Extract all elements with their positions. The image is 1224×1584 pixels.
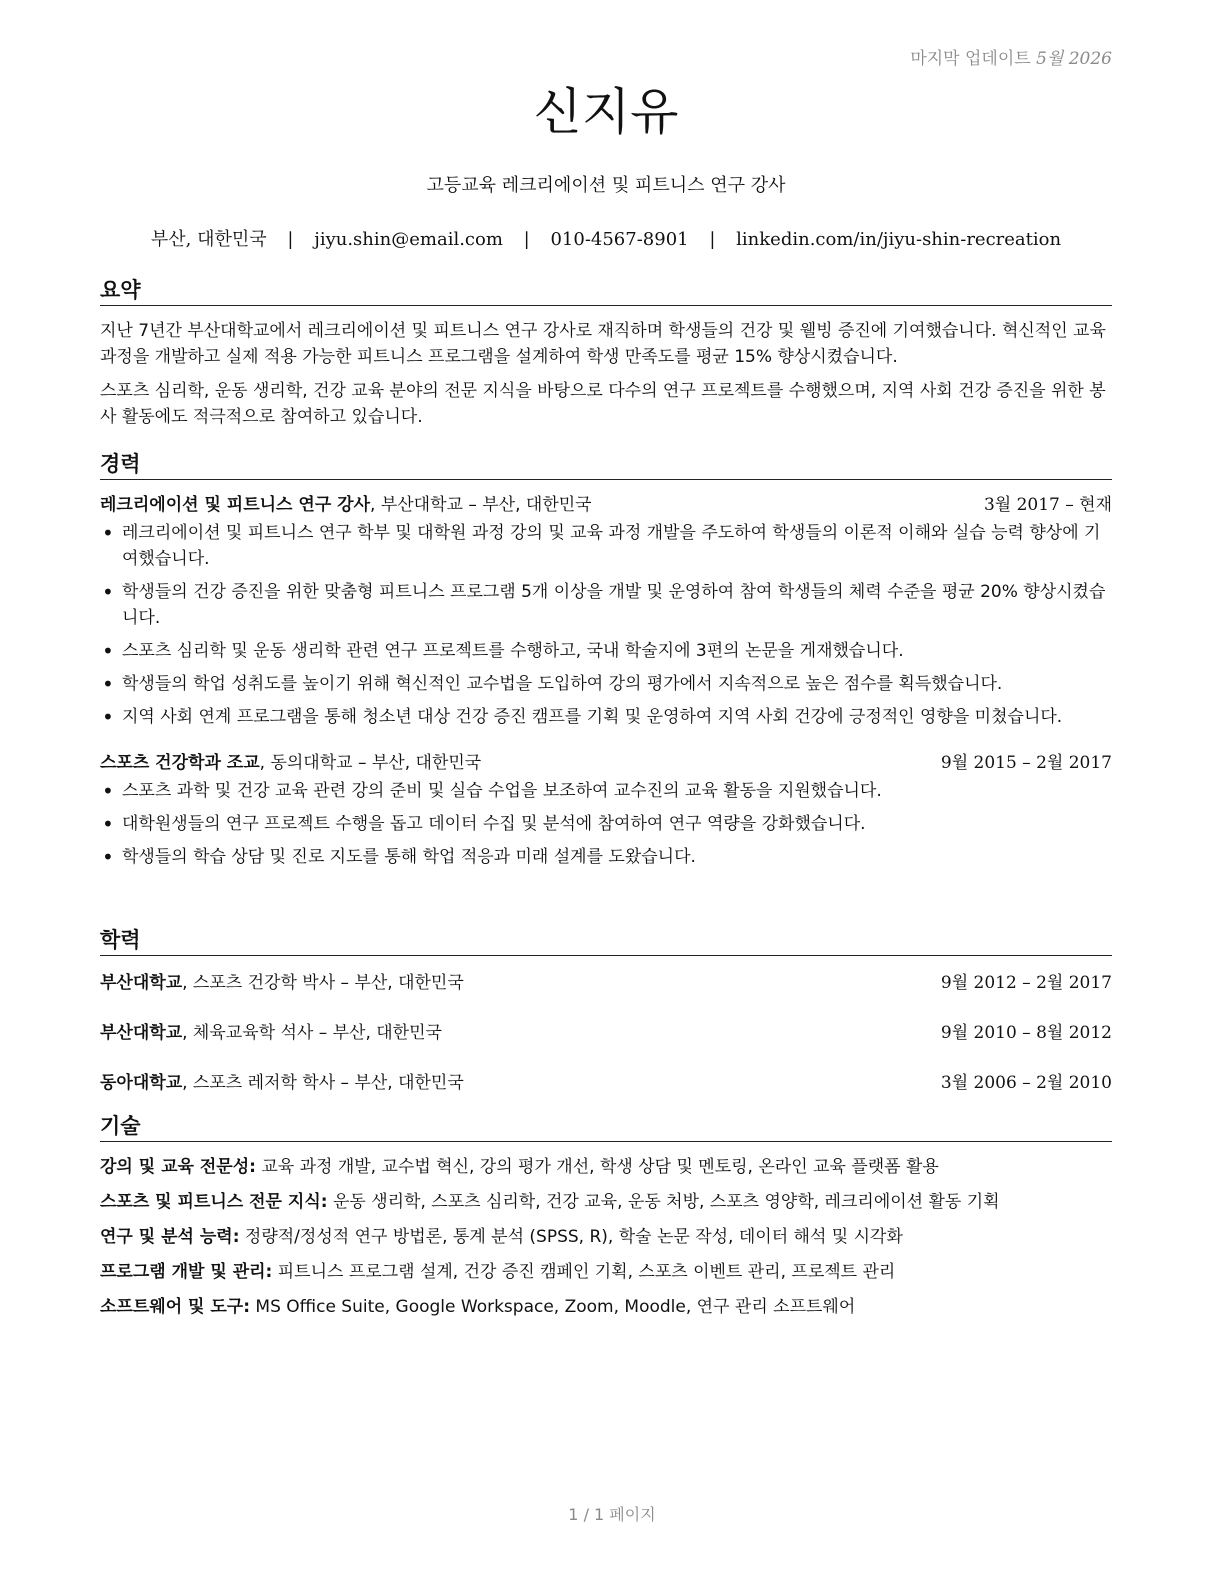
skill-line (100, 1154, 1112, 1180)
contact-phone: 010-4567-8901 (550, 229, 689, 250)
summary-section (100, 278, 1112, 430)
section-title: 요약 (100, 278, 1112, 306)
summary-paragraph: 지난 7년간 부산대학교에서 레크리에이션 및 피트니스 연구 강사로 재직하며 학생들의 건강 및 웰빙 증진에 기여했습니다. 혁신적인 교육 과정을 개발하고 실제 적용 가능한 피트니스 프로그램을 설계하여 학생 만족도를 평균 15% 향상시켰습니다. (100, 321, 1106, 368)
section-title: 기술 (100, 1114, 1112, 1142)
skill-value: 정량적/정성적 연구 방법론, 통계 분석 (SPSS, R), 학술 논문 작성, 데이터 해석 및 시각화 (239, 1227, 903, 1248)
skill-line (100, 1294, 1112, 1320)
skill-label: 연구 및 분석 능력: (100, 1227, 240, 1248)
education-section (100, 928, 1112, 1096)
skills-section (100, 1114, 1112, 1329)
last-updated-date: 5월 2026 (1036, 49, 1112, 69)
job-role: 레크리에이션 및 피트니스 연구 강사 (100, 495, 371, 516)
page-footer: 1 / 1 페이지 (568, 1505, 656, 1524)
job-org: , 동의대학교 – 부산, 대한민국 (259, 753, 482, 774)
summary-paragraph: 스포츠 심리학, 운동 생리학, 건강 교육 분야의 전문 지식을 바탕으로 다수의 연구 프로젝트를 수행했으며, 지역 사회 건강 증진을 위한 봉사 활동에도 적극적으로 참여하고 있습니다. (100, 381, 1106, 428)
job-header (100, 492, 1112, 518)
skill-label: 스포츠 및 피트니스 전문 지식: (100, 1192, 328, 1213)
job-role: 스포츠 건강학과 조교 (100, 753, 260, 774)
contact-email[interactable]: jiyu.shin@email.com (314, 229, 503, 250)
edu-dates: 3월 2006 – 2월 2010 (940, 1073, 1112, 1094)
contact-separator: | (287, 229, 294, 250)
edu-school: 부산대학교 (100, 973, 183, 994)
education-row (100, 1020, 1112, 1046)
skill-line (100, 1259, 1112, 1285)
skill-label: 소프트웨어 및 도구: (100, 1297, 251, 1318)
skill-value: 운동 생리학, 스포츠 심리학, 건강 교육, 운동 처방, 스포츠 영양학, 레크리에이션 활동 기획 (327, 1192, 1000, 1213)
contact-separator: | (709, 229, 716, 250)
education-row (100, 970, 1112, 996)
skill-label: 프로그램 개발 및 관리: (100, 1262, 273, 1283)
edu-school: 동아대학교 (100, 1073, 183, 1094)
skill-value: 피트니스 프로그램 설계, 건강 증진 캠페인 기획, 스포츠 이벤트 관리, 프로젝트 관리 (272, 1262, 896, 1283)
contact-separator: | (523, 229, 530, 250)
section-title: 경력 (100, 452, 1112, 480)
skill-line (100, 1189, 1112, 1215)
edu-detail: , 스포츠 레저학 학사 – 부산, 대한민국 (182, 1073, 464, 1094)
contact-line (100, 225, 1112, 251)
job-org: , 부산대학교 – 부산, 대한민국 (370, 495, 592, 516)
edu-detail: , 스포츠 건강학 박사 – 부산, 대한민국 (182, 973, 464, 994)
contact-linkedin[interactable]: linkedin.com/in/jiyu-shin-recreation (736, 229, 1062, 250)
skill-line (100, 1224, 1112, 1250)
job-header (100, 750, 1112, 776)
last-updated (910, 44, 1112, 69)
job-bullets (100, 520, 1112, 730)
last-updated-label: 마지막 업데이트 (910, 49, 1031, 69)
skill-value: MS Office Suite, Google Workspace, Zoom, Moodle, 연구 관리 소프트웨어 (250, 1297, 856, 1318)
experience-section (100, 452, 1112, 877)
contact-location: 부산, 대한민국 (150, 229, 267, 250)
headline: 고등교육 레크리에이션 및 피트니스 연구 강사 (426, 175, 786, 196)
skill-label: 강의 및 교육 전문성: (100, 1157, 256, 1178)
skill-value: 교육 과정 개발, 교수법 혁신, 강의 평가 개선, 학생 상담 및 멘토링, 온라인 교육 플랫폼 활용 (255, 1157, 939, 1178)
list-item: • 스포츠 과학 및 건강 교육 관련 강의 준비 및 실습 수업을 보조하여 교수진의 교육 활동을 지원했습니다. (100, 778, 1112, 804)
job-bullets (100, 778, 1112, 870)
job-dates: 3월 2017 – 현재 (983, 495, 1112, 516)
job-dates: 9월 2015 – 2월 2017 (940, 753, 1112, 774)
list-item: • 지역 사회 연계 프로그램을 통해 청소년 대상 건강 증진 캠프를 기획 및 운영하여 지역 사회 건강에 긍정적인 영향을 미쳤습니다. (100, 704, 1112, 730)
list-item: • 스포츠 심리학 및 운동 생리학 관련 연구 프로젝트를 수행하고, 국내 학술지에 3편의 논문을 게재했습니다. (100, 638, 1112, 664)
edu-school: 부산대학교 (100, 1023, 183, 1044)
list-item: • 대학원생들의 연구 프로젝트 수행을 돕고 데이터 수집 및 분석에 참여하여 연구 역량을 강화했습니다. (100, 811, 1112, 837)
list-item: • 학생들의 학습 상담 및 진로 지도를 통해 학업 적응과 미래 설계를 도왔습니다. (100, 844, 1112, 870)
person-name: 신지유 (533, 83, 679, 141)
section-title: 학력 (100, 928, 1112, 956)
list-item: • 레크리에이션 및 피트니스 연구 학부 및 대학원 과정 강의 및 교육 과정 개발을 주도하여 학생들의 이론적 이해와 실습 능력 향상에 기여했습니다. (100, 520, 1112, 572)
edu-dates: 9월 2010 – 8월 2012 (940, 1023, 1112, 1044)
edu-dates: 9월 2012 – 2월 2017 (940, 973, 1112, 994)
list-item: • 학생들의 건강 증진을 위한 맞춤형 피트니스 프로그램 5개 이상을 개발 및 운영하여 참여 학생들의 체력 수준을 평균 20% 향상시켰습니다. (100, 579, 1112, 631)
edu-detail: , 체육교육학 석사 – 부산, 대한민국 (182, 1023, 442, 1044)
education-row (100, 1070, 1112, 1096)
list-item: • 학생들의 학업 성취도를 높이기 위해 혁신적인 교수법을 도입하여 강의 평가에서 지속적으로 높은 점수를 획득했습니다. (100, 671, 1112, 697)
